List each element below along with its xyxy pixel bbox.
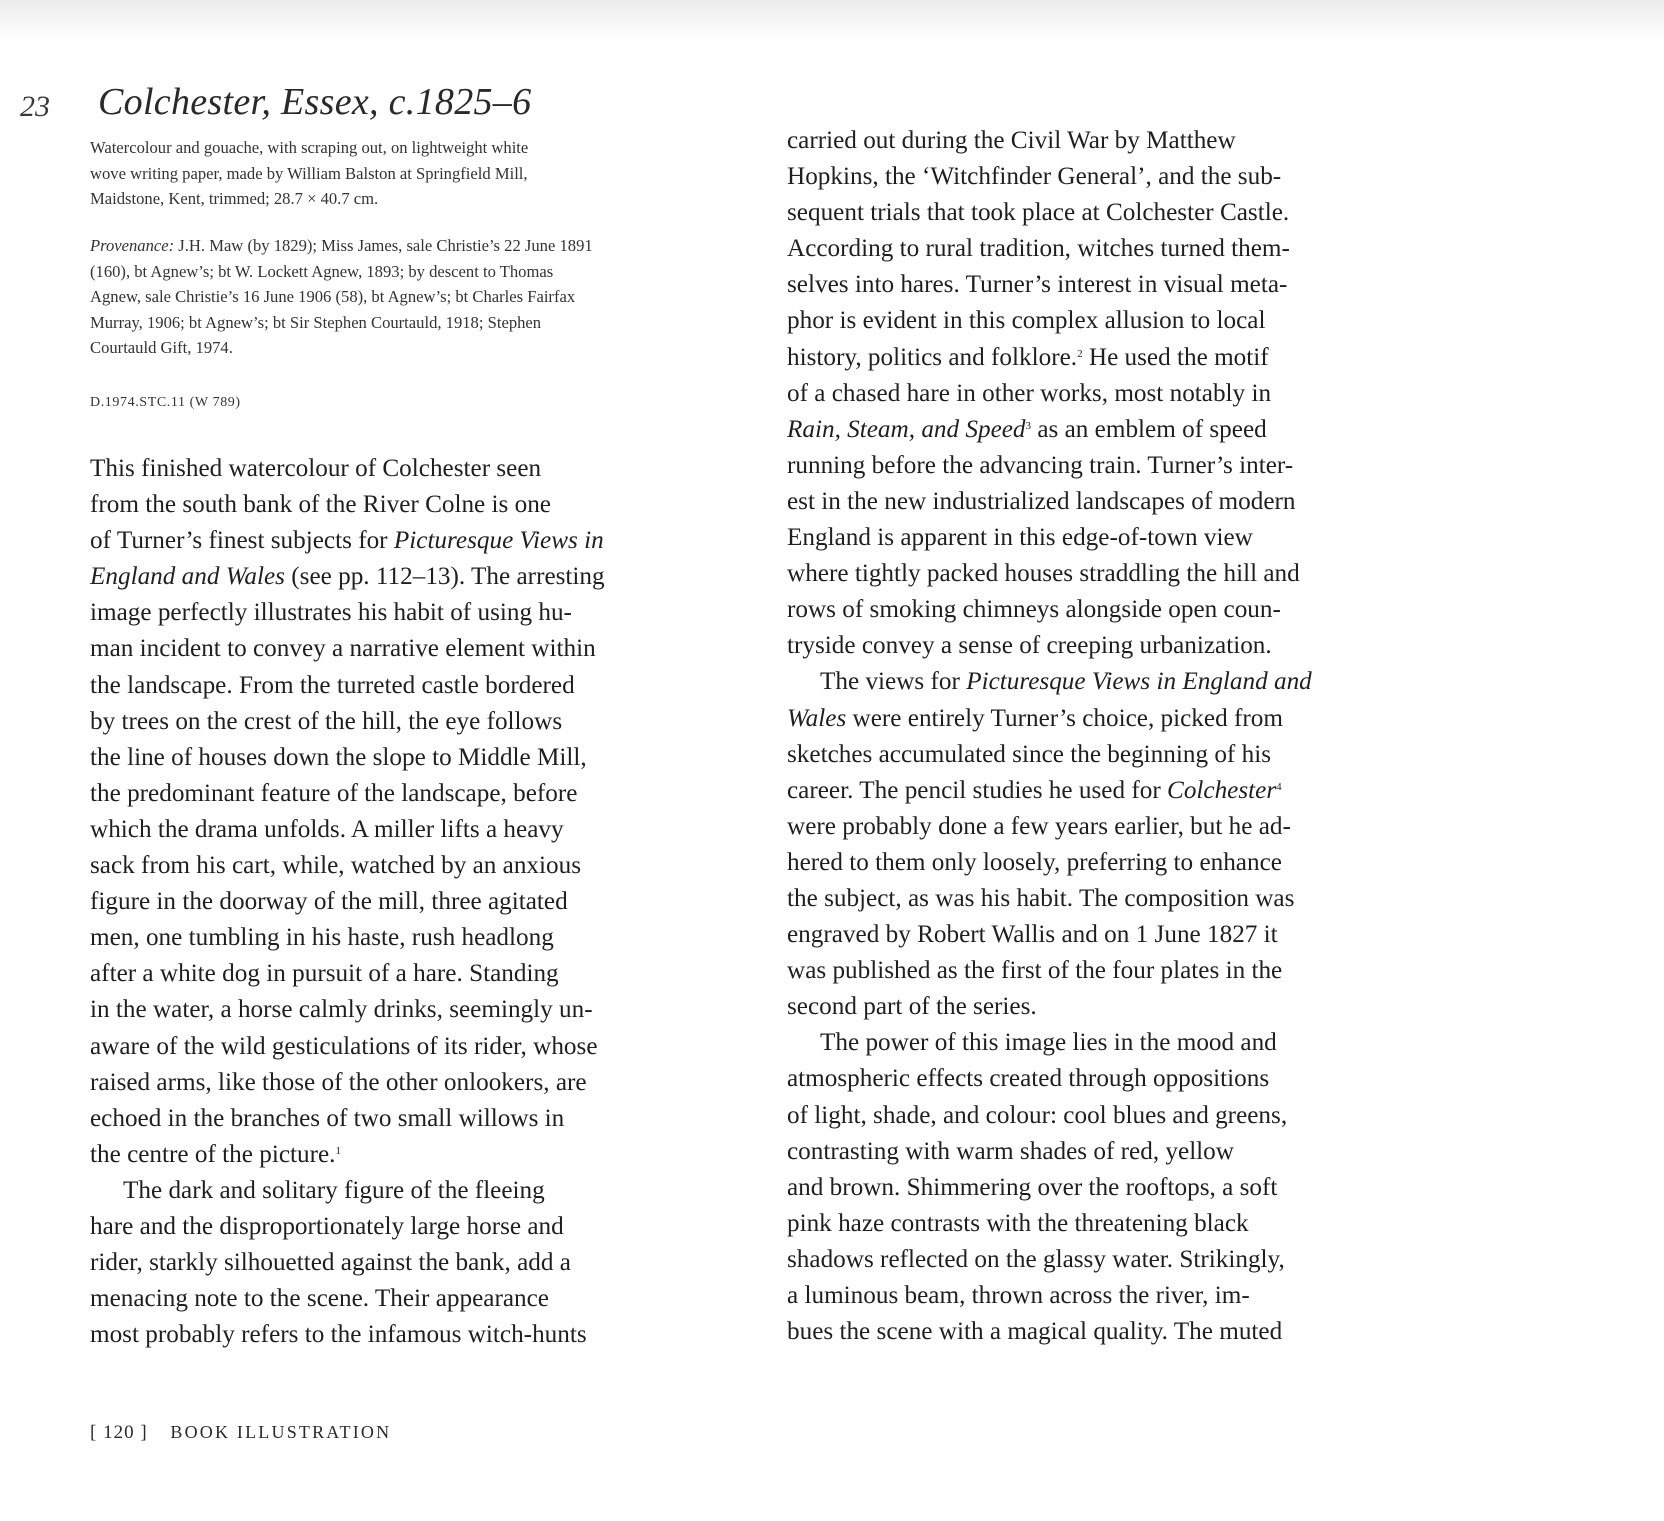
text-line bbox=[787, 340, 1407, 376]
text-segment: pink haze contrasts with the threatening black bbox=[787, 1209, 1249, 1237]
text-segment: in the water, a horse calmly drinks, seemingly un- bbox=[90, 996, 593, 1024]
text-segment: raised arms, like those of the other onlookers, are bbox=[90, 1068, 587, 1096]
text-segment: rider, starkly silhouetted against the bank, add a bbox=[90, 1249, 571, 1277]
text-line bbox=[90, 1137, 710, 1173]
text-segment: hare and the disproportionately large horse and bbox=[90, 1212, 564, 1240]
text-line bbox=[787, 231, 1407, 267]
text-line bbox=[787, 412, 1407, 448]
text-line bbox=[787, 448, 1407, 484]
text-segment: the subject, as was his habit. The composition was bbox=[787, 884, 1295, 912]
text-segment: atmospheric effects created through oppositions bbox=[787, 1065, 1270, 1093]
scan-shadow bbox=[0, 0, 1664, 40]
text-line bbox=[90, 812, 710, 848]
text-line bbox=[90, 595, 710, 631]
page-footer bbox=[90, 1422, 391, 1444]
medium-line: Watercolour and gouache, with scraping out, on lightweight white bbox=[90, 138, 529, 157]
text-line bbox=[90, 1029, 710, 1065]
italic-title: Picturesque Views in bbox=[393, 527, 604, 555]
text-segment: carried out during the Civil War by Matthew bbox=[787, 127, 1236, 154]
text-line bbox=[787, 484, 1407, 520]
text-line bbox=[787, 809, 1407, 845]
text-line bbox=[90, 884, 710, 920]
provenance-line: (160), bt Agnew’s; bt W. Lockett Agnew, 1893; by descent to Thomas bbox=[90, 261, 554, 281]
text-line bbox=[90, 1173, 710, 1209]
italic-title: England and Wales bbox=[90, 563, 285, 591]
text-segment: second part of the series. bbox=[787, 993, 1037, 1021]
text-segment: contrasting with warm shades of red, yellow bbox=[787, 1137, 1234, 1165]
text-line bbox=[90, 631, 710, 667]
text-segment: tryside convey a sense of creeping urbanization. bbox=[787, 632, 1272, 660]
text-line bbox=[787, 520, 1407, 556]
text-line bbox=[787, 592, 1407, 628]
text-segment: shadows reflected on the glassy water. Strikingly, bbox=[787, 1245, 1285, 1273]
text-line bbox=[787, 159, 1407, 195]
text-segment: were entirely Turner’s choice, picked from bbox=[846, 704, 1283, 732]
body-text-left-column bbox=[90, 451, 710, 1353]
text-segment: He used the motif bbox=[1082, 343, 1269, 371]
text-segment: The views for bbox=[820, 668, 967, 696]
text-line bbox=[90, 956, 710, 992]
text-segment: of Turner’s finest subjects for bbox=[90, 527, 394, 555]
text-segment: history, politics and folklore. bbox=[787, 343, 1078, 371]
provenance-line: Murray, 1906; bt Agnew’s; bt Sir Stephen Courtauld, 1918; Stephen bbox=[90, 312, 542, 332]
text-line bbox=[90, 776, 710, 812]
text-line bbox=[90, 559, 710, 595]
running-section-title: BOOK ILLUSTRATION bbox=[170, 1422, 392, 1442]
text-line bbox=[787, 195, 1407, 231]
text-line bbox=[90, 1281, 710, 1317]
text-line bbox=[787, 701, 1407, 737]
text-segment: (see pp. 112–13). The arresting bbox=[284, 563, 605, 591]
text-segment: most probably refers to the infamous witch-hunts bbox=[90, 1321, 587, 1349]
text-line bbox=[787, 953, 1407, 989]
text-segment: sketches accumulated since the beginning of his bbox=[787, 740, 1272, 768]
text-segment: men, one tumbling in his haste, rush headlong bbox=[90, 924, 554, 952]
text-line bbox=[90, 1317, 710, 1353]
text-line bbox=[787, 1098, 1407, 1134]
text-line bbox=[90, 920, 710, 956]
provenance-line: Agnew, sale Christie’s 16 June 1906 (58), bt Agnew’s; bt Charles Fairfax bbox=[90, 287, 576, 306]
text-line bbox=[787, 556, 1407, 592]
entry-title: Colchester, Essex, c.1825–6 bbox=[98, 81, 532, 123]
text-segment: the predominant feature of the landscape, before bbox=[90, 779, 578, 807]
text-segment: echoed in the branches of two small willows in bbox=[90, 1104, 565, 1132]
text-line bbox=[90, 1065, 710, 1101]
text-line bbox=[787, 628, 1407, 664]
text-line bbox=[90, 1209, 710, 1245]
text-line bbox=[787, 1134, 1407, 1170]
text-line bbox=[90, 523, 710, 559]
medium-line: wove writing paper, made by William Balston at Springfield Mill, bbox=[90, 163, 528, 183]
text-segment: was published as the first of the four plates in the bbox=[787, 957, 1283, 985]
text-segment: engraved by Robert Wallis and on 1 June 1827 it bbox=[787, 921, 1278, 949]
text-segment: Hopkins, the ‘Witchfinder General’, and the sub- bbox=[787, 163, 1282, 191]
text-line bbox=[90, 1245, 710, 1281]
text-segment: of a chased hare in other works, most notably in bbox=[787, 379, 1272, 407]
text-segment: man incident to convey a narrative element within bbox=[90, 635, 596, 663]
text-segment: where tightly packed houses straddling the hill and bbox=[787, 560, 1300, 588]
text-segment: the line of houses down the slope to Middle Mill, bbox=[90, 743, 587, 771]
text-line bbox=[787, 123, 1407, 159]
text-segment: selves into hares. Turner’s interest in visual meta- bbox=[787, 271, 1288, 299]
text-line bbox=[787, 737, 1407, 773]
medium-description bbox=[90, 135, 690, 212]
text-segment: rows of smoking chimneys alongside open coun- bbox=[787, 596, 1281, 624]
text-line bbox=[90, 704, 710, 740]
text-segment: and brown. Shimmering over the rooftops, a soft bbox=[787, 1173, 1278, 1201]
text-line bbox=[787, 1242, 1407, 1278]
text-segment: running before the advancing train. Turner’s inter- bbox=[787, 451, 1294, 479]
medium-line: Maidstone, Kent, trimmed; 28.7 × 40.7 cm. bbox=[90, 189, 379, 208]
text-segment: a luminous beam, thrown across the river, im- bbox=[787, 1282, 1250, 1309]
text-line bbox=[90, 740, 710, 776]
text-line bbox=[787, 376, 1407, 412]
footnote-ref: 3 bbox=[1025, 419, 1032, 432]
text-segment: The dark and solitary figure of the fleeing bbox=[123, 1176, 545, 1204]
inventory-number: D.1974.STC.11 (W 789) bbox=[90, 395, 241, 410]
text-line bbox=[90, 668, 710, 704]
text-segment: which the drama unfolds. A miller lifts a heavy bbox=[90, 815, 564, 843]
text-segment: aware of the wild gesticulations of its rider, whose bbox=[90, 1032, 598, 1060]
text-segment: menacing note to the scene. Their appearance bbox=[90, 1285, 549, 1313]
text-segment: According to rural tradition, witches turned them- bbox=[787, 235, 1290, 263]
provenance-line: Courtauld Gift, 1974. bbox=[90, 338, 233, 357]
text-line bbox=[787, 917, 1407, 953]
provenance bbox=[90, 233, 690, 361]
provenance-label: Provenance: bbox=[90, 236, 175, 255]
text-segment: career. The pencil studies he used for bbox=[787, 776, 1168, 804]
text-line bbox=[787, 267, 1407, 303]
text-line bbox=[787, 303, 1407, 339]
italic-title: Wales bbox=[787, 704, 847, 732]
text-line bbox=[787, 1314, 1407, 1350]
footnote-ref: 1 bbox=[335, 1144, 341, 1157]
text-segment: This finished watercolour of Colchester seen bbox=[90, 455, 542, 482]
italic-title: Rain, Steam, and Speed bbox=[787, 415, 1026, 443]
text-line bbox=[787, 664, 1407, 700]
text-line bbox=[787, 989, 1407, 1025]
footnote-ref: 2 bbox=[1077, 347, 1083, 360]
text-line bbox=[787, 845, 1407, 881]
text-line bbox=[787, 1061, 1407, 1097]
body-text-right-column bbox=[787, 123, 1407, 1350]
text-line bbox=[787, 1025, 1407, 1061]
text-line bbox=[90, 848, 710, 884]
text-line bbox=[787, 881, 1407, 917]
text-segment: by trees on the crest of the hill, the eye follows bbox=[90, 707, 563, 735]
text-segment: of light, shade, and colour: cool blues and greens, bbox=[787, 1101, 1288, 1129]
page-number: [ 120 ] bbox=[90, 1422, 148, 1443]
text-line bbox=[787, 1206, 1407, 1242]
text-segment: image perfectly illustrates his habit of using hu- bbox=[90, 599, 572, 627]
italic-title: Picturesque Views in England and bbox=[966, 668, 1312, 696]
text-line bbox=[90, 992, 710, 1028]
text-segment: the centre of the picture. bbox=[90, 1140, 336, 1168]
text-segment: as an emblem of speed bbox=[1031, 415, 1267, 443]
text-line bbox=[90, 487, 710, 523]
italic-title: Colchester bbox=[1167, 776, 1277, 804]
text-line bbox=[787, 1278, 1407, 1314]
text-segment: The power of this image lies in the mood and bbox=[820, 1029, 1277, 1057]
catalogue-number: 23 bbox=[20, 90, 50, 123]
provenance-line: J.H. Maw (by 1829); Miss James, sale Christie’s 22 June 1891 bbox=[174, 236, 593, 255]
text-segment: from the south bank of the River Colne is one bbox=[90, 491, 551, 519]
text-segment: phor is evident in this complex allusion to local bbox=[787, 307, 1266, 335]
text-segment: est in the new industrialized landscapes of modern bbox=[787, 487, 1296, 515]
text-segment: sack from his cart, while, watched by an anxious bbox=[90, 852, 582, 880]
text-line bbox=[90, 1101, 710, 1137]
text-line bbox=[787, 1170, 1407, 1206]
text-line bbox=[90, 451, 710, 487]
text-segment: the landscape. From the turreted castle bordered bbox=[90, 671, 575, 699]
text-segment: hered to them only loosely, preferring to enhance bbox=[787, 848, 1282, 876]
text-segment: were probably done a few years earlier, but he ad- bbox=[787, 812, 1291, 840]
text-segment: England is apparent in this edge-of-town view bbox=[787, 524, 1253, 552]
text-segment: bues the scene with a magical quality. The muted bbox=[787, 1318, 1283, 1346]
text-segment: sequent trials that took place at Colchester Castle. bbox=[787, 199, 1290, 227]
text-segment: after a white dog in pursuit of a hare. Standing bbox=[90, 960, 559, 988]
text-segment: figure in the doorway of the mill, three agitated bbox=[90, 888, 568, 916]
text-line bbox=[787, 773, 1407, 809]
footnote-ref: 4 bbox=[1276, 780, 1282, 793]
